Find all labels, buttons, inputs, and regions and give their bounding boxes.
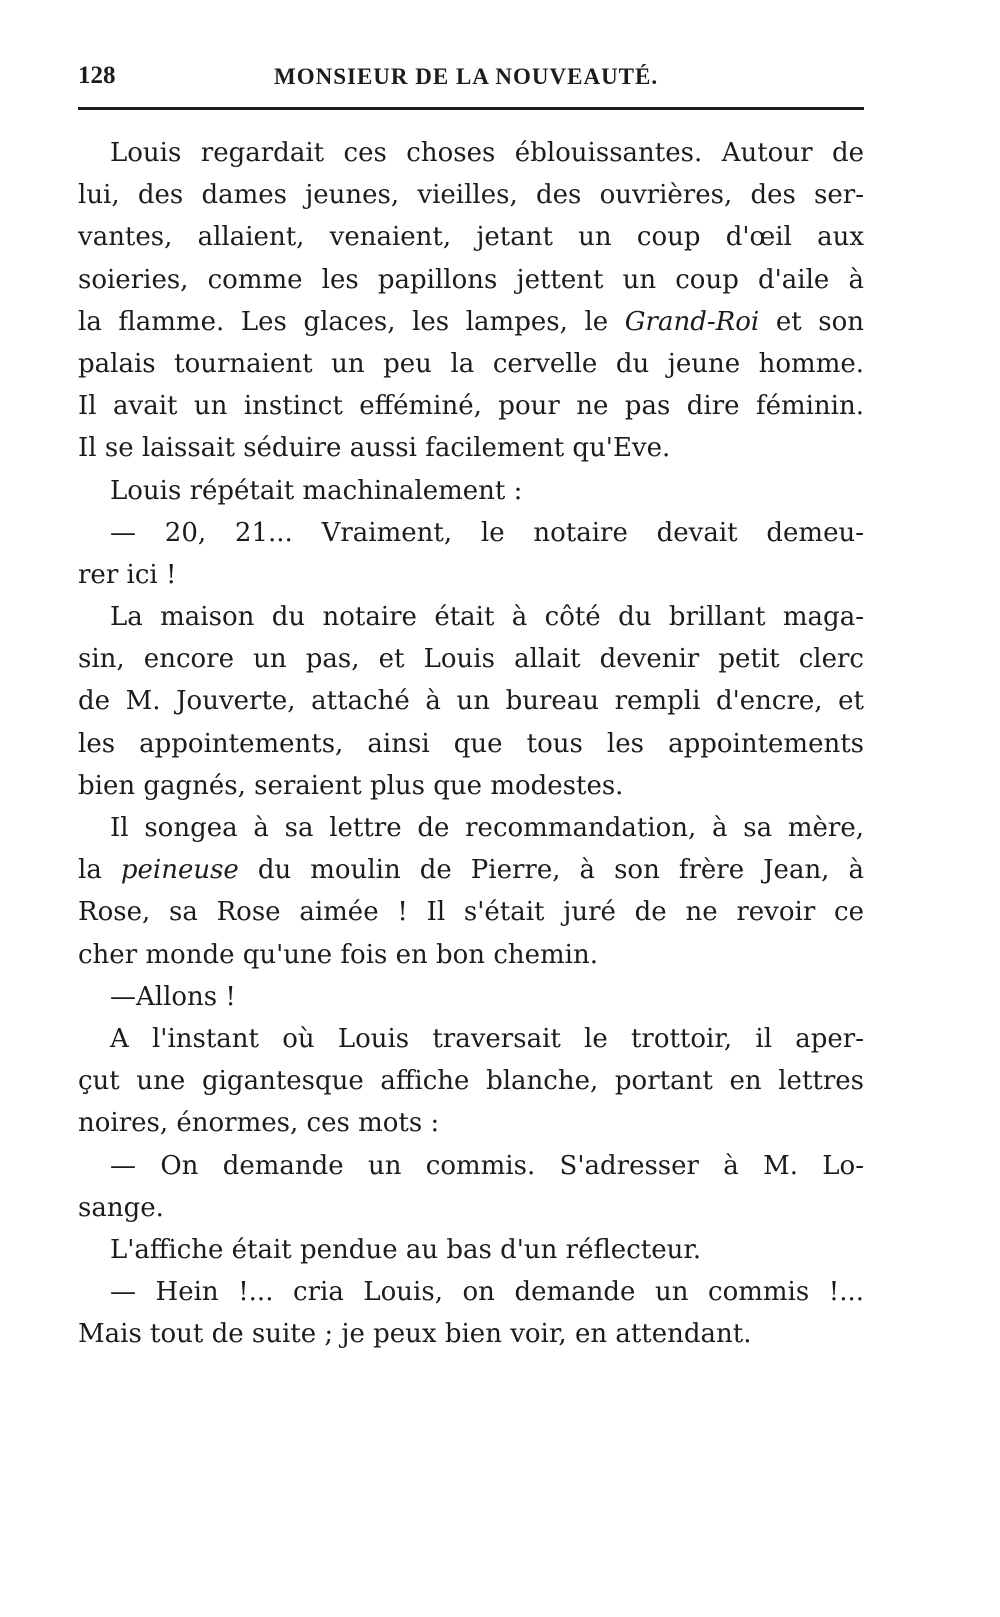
text-line [78, 680, 864, 722]
text-line [78, 638, 864, 680]
text-segment: çut une gigantesque affiche blanche, portant en lettres [78, 1066, 864, 1097]
text-line [78, 765, 864, 807]
text-line [78, 132, 864, 174]
text-line [78, 723, 864, 765]
text-segment: Il avait un instinct efféminé, pour ne pas dire féminin. [78, 391, 864, 422]
text-segment: soieries, comme les papillons jettent un coup d'aile à [78, 264, 864, 295]
text-segment: rer ici ! [78, 559, 177, 590]
text-line [78, 1229, 864, 1271]
text-line [78, 512, 864, 554]
text-segment: vantes, allaient, venaient, jetant un coup d'œil aux [78, 222, 864, 253]
text-segment: les appointements, ainsi que tous les appointements [78, 728, 864, 759]
text-segment: sin, encore un pas, et Louis allait devenir petit clerc [78, 644, 864, 675]
text-segment: palais tournaient un peu la cervelle du jeune homme. [78, 348, 864, 379]
text-segment: —Allons ! [110, 981, 236, 1012]
text-line [78, 216, 864, 258]
text-segment: Louis répétait machinalement : [110, 475, 523, 506]
text-line [78, 470, 864, 512]
text-segment: de M. Jouverte, attaché à un bureau rempli d'encre, et [78, 686, 864, 717]
text-line [78, 259, 864, 301]
text-line [78, 1018, 864, 1060]
text-segment: Il songea à sa lettre de recommandation, à sa mère, [110, 813, 864, 843]
text-line [78, 174, 864, 216]
text-line [78, 385, 864, 427]
text-segment: noires, énormes, ces mots : [78, 1108, 440, 1139]
text-segment: Il se laissait séduire aussi facilement qu'Eve. [78, 433, 671, 464]
text-segment: — Hein !... cria Louis, on demande un commis !... [110, 1277, 864, 1308]
text-segment: Mais tout de suite ; je peux bien voir, en attendant. [78, 1319, 752, 1350]
text-line [78, 849, 864, 891]
text-segment: sange. [78, 1192, 164, 1223]
text-segment: A l'instant où Louis traversait le trottoir, il aper- [110, 1023, 864, 1054]
running-title: MONSIEUR DE LA NOUVEAUTÉ. [274, 64, 659, 89]
text-line [78, 1145, 864, 1187]
text-line [78, 891, 864, 933]
text-segment: et son [759, 306, 865, 337]
text-segment: bien gagnés, seraient plus que modestes. [78, 770, 624, 801]
text-segment: — 20, 21... Vraiment, le notaire devait demeu- [110, 517, 864, 548]
text-segment: cher monde qu'une fois en bon chemin. [78, 939, 598, 970]
body-text [78, 132, 864, 1355]
italic-text: Grand-Roi [624, 306, 760, 337]
text-line [78, 1060, 864, 1102]
text-segment: la [78, 855, 121, 886]
text-segment: lui, des dames jeunes, vieilles, des ouvrières, des ser- [78, 180, 864, 211]
text-line [78, 596, 864, 638]
italic-text: peineuse [120, 855, 239, 886]
text-segment: du moulin de Pierre, à son frère Jean, à [238, 855, 864, 886]
text-line [78, 1187, 864, 1229]
text-segment: Louis regardait ces choses éblouissantes. Autour de [110, 138, 864, 168]
text-line [78, 343, 864, 385]
text-line [78, 807, 864, 849]
text-line [78, 427, 864, 469]
text-segment: L'affiche était pendue au bas d'un réflecteur. [110, 1234, 702, 1265]
text-line [78, 301, 864, 343]
text-segment: La maison du notaire était à côté du brillant maga- [110, 602, 864, 633]
text-line [78, 976, 864, 1018]
text-line [78, 1313, 864, 1355]
page-number: 128 [78, 62, 116, 89]
text-segment: Rose, sa Rose aimée ! Il s'était juré de ne revoir ce [78, 897, 864, 928]
header-rule [78, 107, 864, 110]
text-segment: — On demande un commis. S'adresser à M. Lo- [110, 1150, 864, 1181]
text-line [78, 554, 864, 596]
text-line [78, 1271, 864, 1313]
text-line [78, 934, 864, 976]
page-header [78, 62, 864, 96]
text-segment: la flamme. Les glaces, les lampes, le [78, 306, 625, 337]
text-line [78, 1102, 864, 1144]
